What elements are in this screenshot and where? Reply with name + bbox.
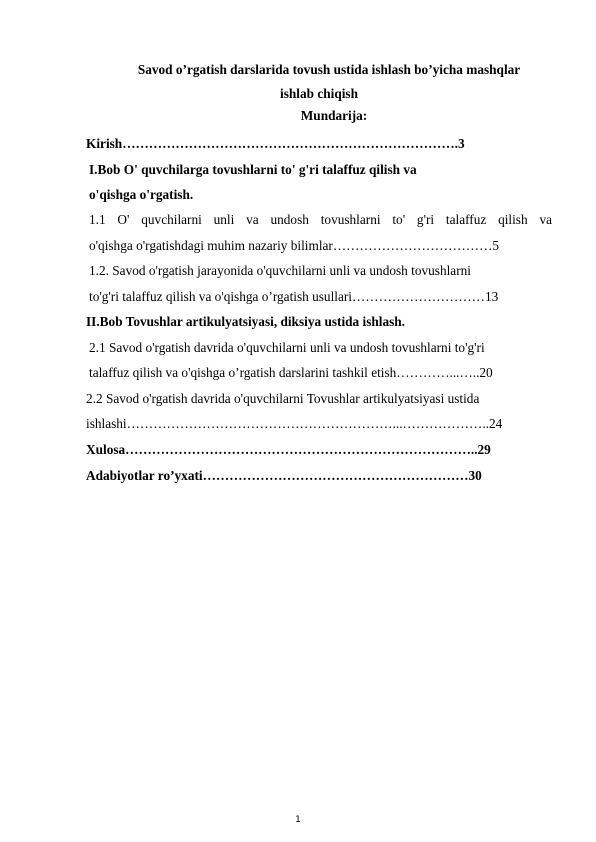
toc-entry-1-2-cont: to'g'ri talaffuz qilish va o'qishga o’rgatish usullari…………………………13 (89, 289, 499, 304)
toc-entry-chapter-2: II.Bob Tovushlar artikulyatsiyasi, diksiya ustida ishlash. (86, 314, 406, 329)
document-title (86, 58, 552, 106)
toc-entry-chapter-1: I.Bob O' quvchilarga tovushlarni to' g'ri talaffuz qilish va (89, 162, 417, 177)
page-number: 1 (295, 815, 301, 825)
toc-entry-1-2: 1.2. Savod o'rgatish jarayonida o'quvchilarni unli va undosh tovushlarni (89, 263, 471, 278)
toc-entry-kirish: Kirish………………………………………………………………….3 (86, 136, 465, 151)
toc-entry-2-2-cont: ishlashi……………………………………………………...………………..24 (86, 416, 503, 431)
toc-entry-xulosa: Xulosa……………………………………………………………………..29 (86, 442, 491, 457)
toc-entry-2-1: 2.1 Savod o'rgatish davrida o'quvchilarni unli va undosh tovushlarni to'g'ri (89, 340, 485, 355)
toc-entry-2-1-cont: talaffuz qilish va o'qishga o’rgatish darslarini tashkil etish…………...…..20 (89, 365, 493, 380)
toc-entry-chapter-1-cont: o'qishga o'rgatish. (89, 187, 194, 202)
title-line-1: Savod o’rgatish darslarida tovush ustida ishlash bo’yicha mashqlar (137, 62, 521, 77)
title-line-2: ishlab chiqish (280, 86, 358, 101)
contents-heading: Mundarija: (300, 108, 368, 123)
toc-entry-1-1-cont: o'qishga o'rgatishdagi muhim nazariy bilimlar………………………………5 (89, 238, 500, 253)
toc-entry-adabiyotlar: Adabiyotlar ro’yxati……………………………………………………30 (86, 468, 482, 483)
toc-entry-1-1: 1.1 O' quvchilarni unli va undosh tovushlarni to' g'ri talaffuz qilish va (89, 212, 552, 227)
toc-entry-2-2: 2.2 Savod o'rgatish davrida o'quvchilarni Tovushlar artikulyatsiyasi ustida (86, 391, 480, 406)
